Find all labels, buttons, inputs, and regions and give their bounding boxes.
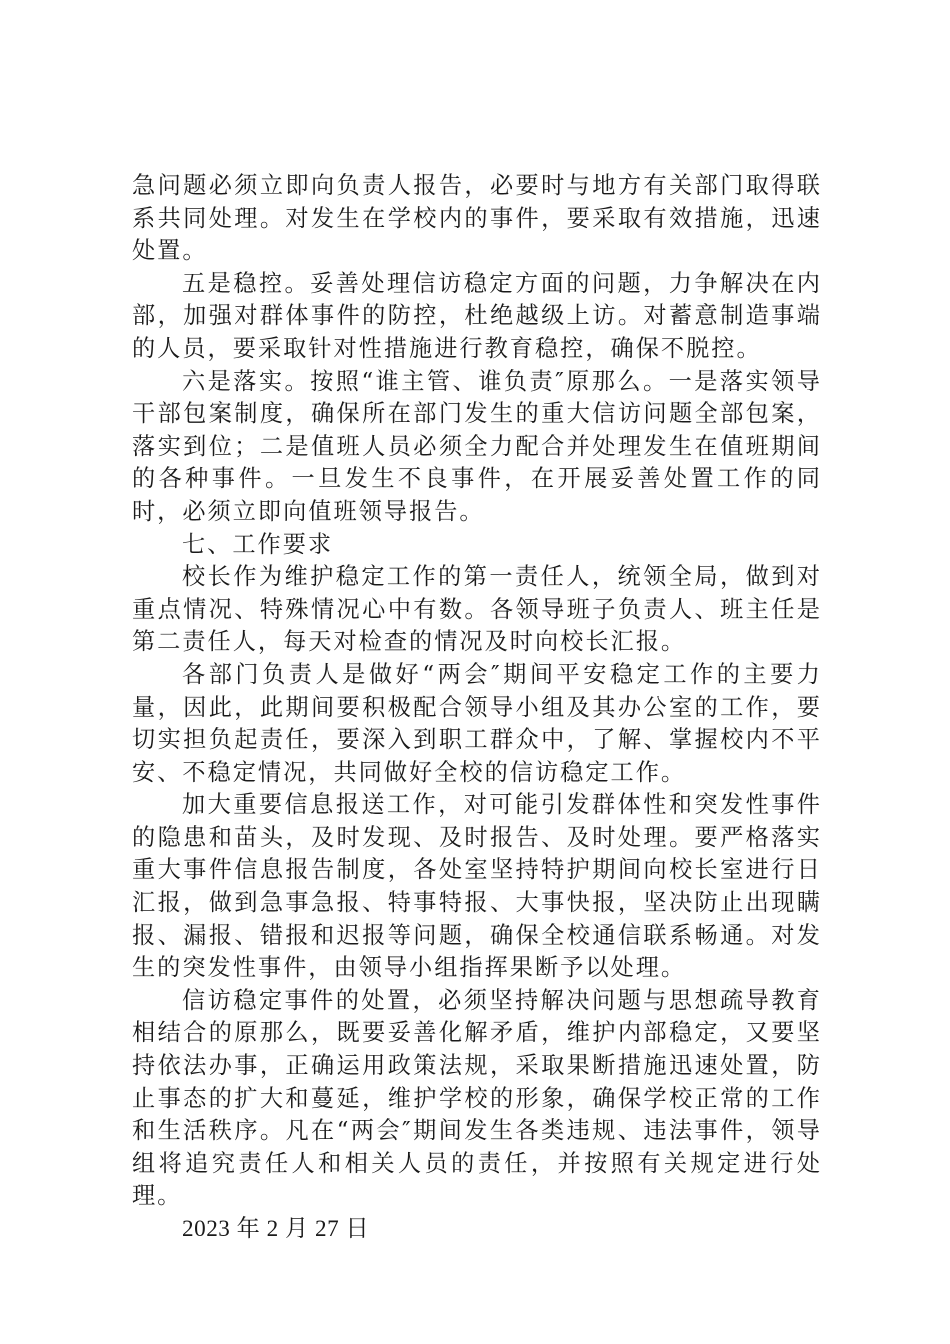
paragraph-department-heads: 各部门负责人是做好“两会″期间平安稳定工作的主要力量，因此，此期间要积极配合领导小组及其办公室的工作，要切实担负起责任，要深入到职工群众中，了解、掌握校内不平安、不稳定情况，共同做好全校的信访稳定工作。 <box>132 660 822 786</box>
paragraph-stabilize: 五是稳控。妥善处理信访稳定方面的问题，力争解决在内部，加强对群体事件的防控，杜绝越级上访。对蓄意制造事端的人员，要采取针对性措施进行教育稳控，确保不脱控。 <box>132 269 822 362</box>
paragraph-implement: 六是落实。按照“谁主管、谁负责″原那么。一是落实领导干部包案制度，确保所在部门发生的重大信访问题全部包案，落实到位；二是值班人员必须全力配合并处理发生在值班期间的各种事件。一旦发生不良事件，在开展妥善处置工作的同时，必须立即向值班领导报告。 <box>132 367 822 525</box>
document-body <box>132 170 822 1246</box>
paragraph-information-reporting: 加大重要信息报送工作，对可能引发群体性和突发性事件的隐患和苗头，及时发现、及时报告、及时处理。要严格落实重大事件信息报告制度，各处室坚持特护期间向校长室进行日汇报，做到急事急报、特事特报、大事快报，坚决防止出现瞒报、漏报、错报和迟报等问题，确保全校通信联系畅通。对发生的突发性事件，由领导小组指挥果断予以处理。 <box>132 791 822 982</box>
document-date: 2023 年 2 月 27 日 <box>182 1216 370 1242</box>
section-heading-work-requirements: 七、工作要求 <box>182 530 334 558</box>
paragraph-incident-handling: 信访稳定事件的处置，必须坚持解决问题与思想疏导教育相结合的原那么，既要妥善化解矛盾，维护内部稳定，又要坚持依法办事，正确运用政策法规，采取果断措施迅速处置，防止事态的扩大和蔓延，维护学校的形象，确保学校正常的工作和生活秩序。凡在“两会″期间发生各类违规、违法事件，领导组将追究责任人和相关人员的责任，并按照有关规定进行处理。 <box>132 986 822 1210</box>
paragraph-principal-responsibility: 校长作为维护稳定工作的第一责任人，统领全局，做到对重点情况、特殊情况心中有数。各领导班子负责人、班主任是第二责任人，每天对检查的情况及时向校长汇报。 <box>132 563 822 656</box>
paragraph-continuation: 急问题必须立即向负责人报告，必要时与地方有关部门取得联系共同处理。对发生在学校内的事件，要采取有效措施，迅速处置。 <box>132 172 822 265</box>
